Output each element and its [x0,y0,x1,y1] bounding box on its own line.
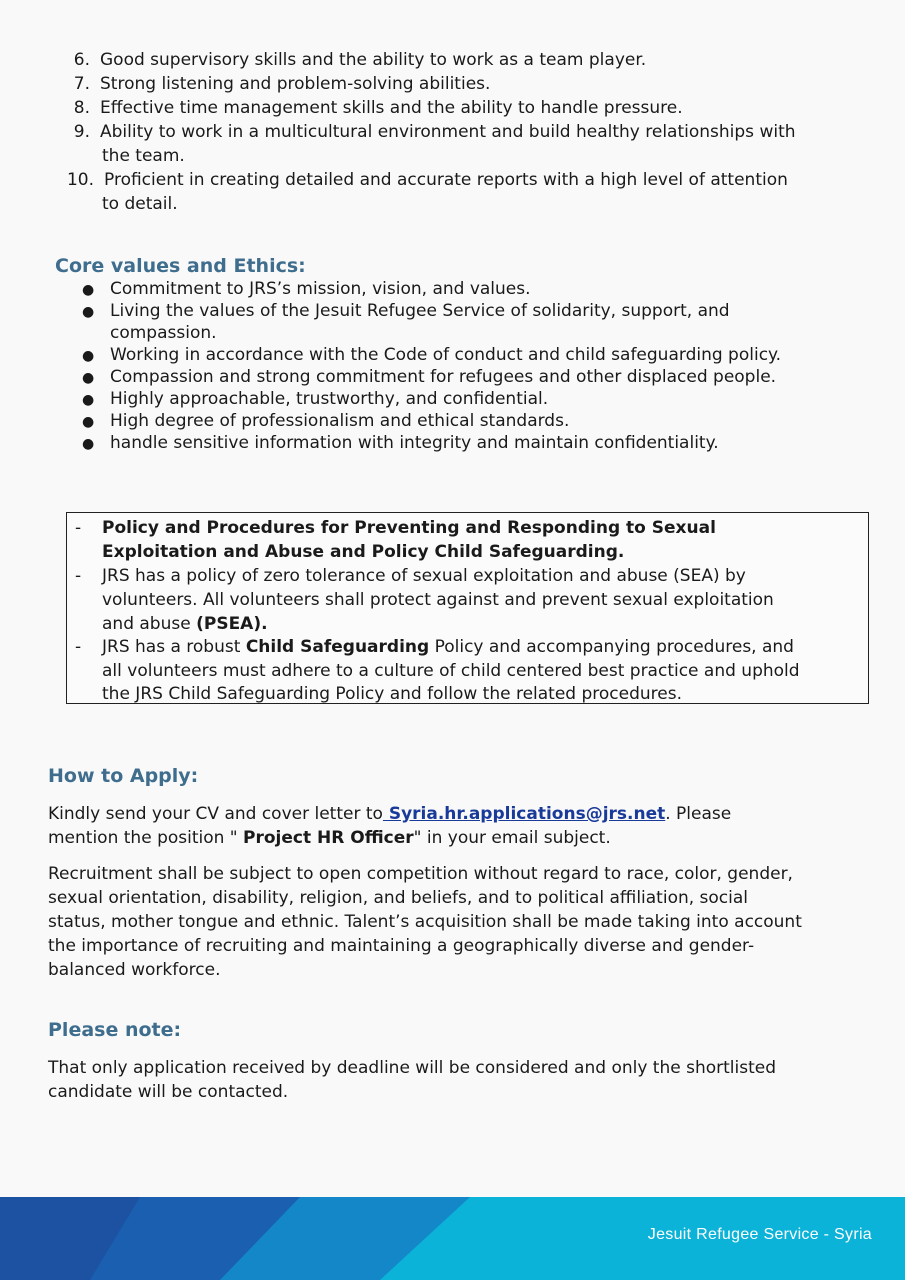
apply-line: mention the position " Project HR Officer" in your email subject. [48,828,611,848]
list-item: 7. Strong listening and problem-solving abilities. [73,74,491,94]
core-values-heading: Core values and Ethics: [55,255,306,277]
footer-org-name: Jesuit Refugee Service - Syria [647,1226,872,1243]
apply-line: Kindly send your CV and cover letter to Syria.hr.applications@jrs.net. Please [48,804,732,824]
policy-box: - Policy and Procedures for Preventing and Responding to Sexual Exploitation and Abuse and Policy Child Safeguarding. - JRS has a policy of zero tolerance of sexual exploitation and abuse (SEA) by volunteers. All volunteers shall protect against and prevent sexual exploitation and abuse (PSEA). - JRS has a robust Child Safeguarding Policy and accompanying procedures, and all volunteers must adhere to a culture of child centered best practice and uphold the JRS Child Safeguarding Policy and follow the related procedures. [66,512,869,704]
list-item: 6. Good supervisory skills and the ability to work as a team player. [73,50,647,70]
list-item: 8. Effective time management skills and the ability to handle pressure. [73,98,683,118]
list-item: 10. Proficient in creating detailed and accurate reports with a high level of attention to detail. [66,170,788,214]
note-line: That only application received by deadline will be considered and only the shortlisted [48,1058,777,1078]
footer-band [0,1197,905,1280]
position-name: Project HR Officer [243,828,414,848]
email-link[interactable]: Syria.hr.applications@jrs.net [382,804,666,824]
how-to-apply-heading: How to Apply: [48,765,199,787]
note-line: candidate will be contacted. [48,1082,289,1102]
list-item: 9. Ability to work in a multicultural environment and build healthy relationships with the team. [73,122,796,166]
policy-title: Policy and Procedures for Preventing and Responding to Sexual [102,518,716,538]
please-note-heading: Please note: [48,1019,182,1041]
